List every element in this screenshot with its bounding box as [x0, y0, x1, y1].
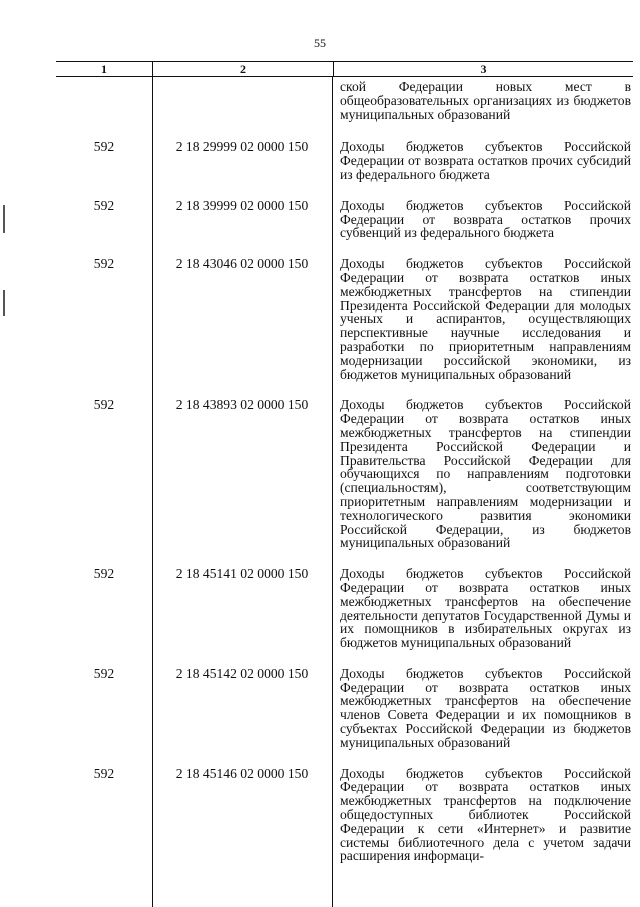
admin-code-cell: 592	[93, 765, 115, 781]
revenue-code-cell: 2 18 43046 02 0000 150	[175, 256, 309, 272]
column-header-3: 3	[480, 62, 487, 76]
description-cell: Доходы бюджетов субъектов Российской Федерации от возврата остатков иных межбюджетных трансфертов на подключение общедоступных библиотек Российской Федерации к сети «Интернет» и развитие системы библиотечного дела с учетом задачи расширения информаци-	[340, 765, 631, 864]
table-row	[56, 398, 633, 550]
admin-code-cell: 592	[93, 256, 115, 272]
page-number: 55	[314, 36, 326, 50]
revenue-code-cell: 2 18 29999 02 0000 150	[175, 139, 309, 155]
table-row	[56, 667, 633, 750]
description-cell: Доходы бюджетов субъектов Российской Федерации от возврата остатков прочих субсидий из федерального бюджета	[340, 139, 631, 182]
admin-code-cell: 592	[93, 397, 115, 413]
revenue-code-cell: 2 18 45142 02 0000 150	[175, 665, 309, 681]
table-row	[56, 767, 633, 864]
scan-artifact-mark	[3, 205, 5, 233]
revenue-code-cell: 2 18 45146 02 0000 150	[175, 765, 309, 781]
table-row	[56, 567, 633, 650]
description-cell: Доходы бюджетов субъектов Российской Федерации от возврата остатков иных межбюджетных трансфертов на стипендии Президента Российской Федерации для молодых ученых и аспирантов, осуществляющих перспективные научные исследования и разработки по приоритетным направлениям модернизации российской экономики, из бюджетов муниципальных образований	[340, 256, 631, 382]
description-cell: Доходы бюджетов субъектов Российской Федерации от возврата остатков прочих субвенций из федерального бюджета	[340, 197, 631, 241]
column-header-2: 2	[153, 62, 334, 76]
column-divider	[332, 77, 333, 907]
revenue-code-cell: 2 18 39999 02 0000 150	[175, 197, 309, 213]
admin-code-cell: 592	[93, 139, 115, 155]
table-row	[56, 257, 633, 381]
table-row	[56, 199, 633, 240]
scan-artifact-mark	[3, 290, 5, 316]
revenue-code-cell: 2 18 43893 02 0000 150	[175, 397, 309, 413]
table-body	[56, 77, 633, 907]
column-divider	[152, 77, 153, 907]
admin-code-cell	[56, 80, 152, 121]
revenue-code-cell	[152, 80, 332, 121]
description-cell: ской Федерации новых мест в общеобразовательных организациях из бюджетов муниципальных образований	[340, 79, 631, 122]
budget-code-table	[56, 61, 633, 907]
column-header-1: 1	[56, 62, 153, 76]
table-row	[56, 140, 633, 181]
revenue-code-cell: 2 18 45141 02 0000 150	[175, 566, 309, 582]
table-row-continuation	[56, 80, 633, 121]
admin-code-cell: 592	[93, 197, 115, 213]
description-cell: Доходы бюджетов субъектов Российской Федерации от возврата остатков иных межбюджетных трансфертов на обеспечение деятельности депутатов Государственной Думы и их помощников в избирательных округах из бюджетов муниципальных образований	[340, 566, 631, 651]
admin-code-cell: 592	[93, 566, 115, 582]
description-cell: Доходы бюджетов субъектов Российской Федерации от возврата остатков иных межбюджетных трансфертов на обеспечение членов Совета Федерации и их помощников в субъектах Российской Федерации из бюджетов муниципальных образований	[340, 665, 631, 750]
admin-code-cell: 592	[93, 665, 115, 681]
description-cell: Доходы бюджетов субъектов Российской Федерации от возврата остатков иных межбюджетных трансфертов на стипендии Президента Российской Федерации и Правительства Российской Федерации для обучающихся по направлениям подготовки (специальностям), соответствующим приоритетным направлениям модернизации и технологического развития экономики Российской Федерации, из бюджетов муниципальных образований	[340, 397, 631, 551]
table-header-row	[56, 61, 633, 77]
